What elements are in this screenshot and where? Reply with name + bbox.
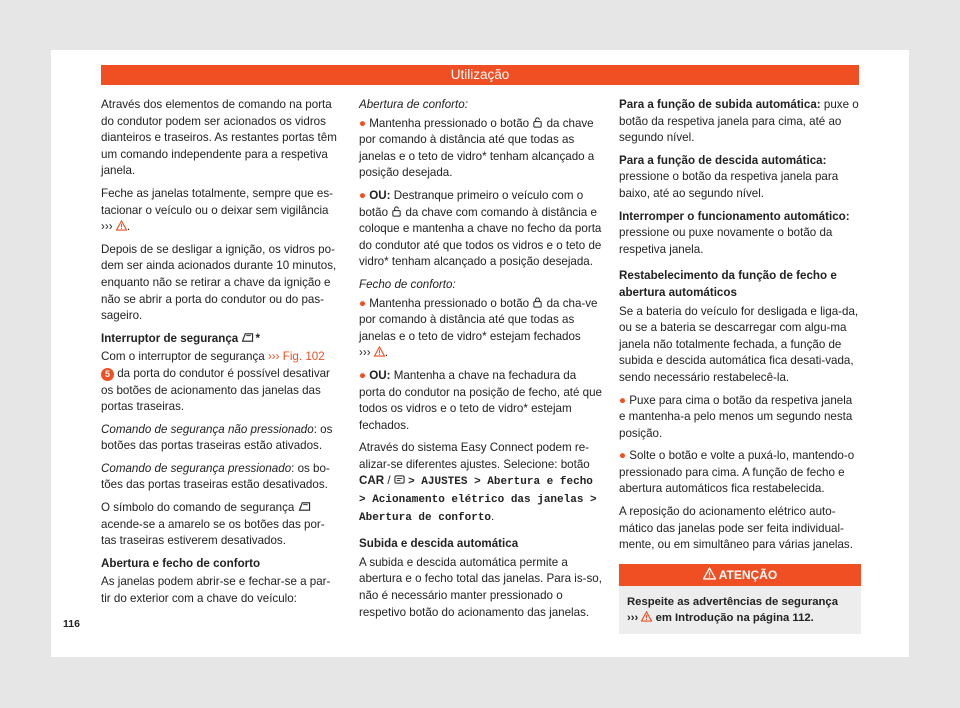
paragraph: A reposição do acionamento elétrico auto-mático das janelas pode ser feita individual-mente, ou em simultâneo para várias janelas. [619,505,853,552]
warning-header: ATENÇÃO [619,564,861,587]
car-button-label: CAR [359,474,385,488]
callout-number: 5 [101,368,114,381]
bullet-item: ● Puxe para cima o botão da respetiva janela e mantenha-a pelo menos um segundo nesta posição. [619,393,853,440]
subheading-comfort-open: Abertura de conforto: [359,98,468,111]
column-1 [101,97,338,614]
lock-icon [532,297,543,308]
warning-body: Respeite as advertências de segurança ››› em Introdução na página 112. [627,596,838,625]
menu-path: > AJUSTES > Abertura e fecho > Acionamento elétrico das janelas > Abertura de conforto [359,476,597,524]
warning-link[interactable]: ››› em Introdução na página 112. [627,612,814,625]
warning-box [619,564,861,635]
paragraph: Para a função de descida automática: pressione o botão da respetiva janela para baixo, até ao segundo nível. [619,153,839,200]
window-lock-icon [298,501,312,512]
paragraph: Depois de se desligar a ignição, os vidros po-dem ser ainda acionados durante 10 minutos, enquanto não se retirar a chave da ignição e não se abrir a porta do condutor ou do pas-sageiro. [101,242,337,323]
bullet-item: ● Mantenha pressionado o botão da chave por comando à distância até que todas as janelas e o teto de vidro* tenham alcançado a posição desejada. [359,116,595,180]
figure-link[interactable]: ››› Fig. 102 [267,350,325,364]
column-3 [619,97,861,634]
heading-safety-switch: Interruptor de segurança * [101,331,260,345]
bullet-item: ● OU: Mantenha a chave na fechadura da porta do condutor na posição de fecho, até que todos os vidros e o teto de vidro* estejam fechados. [359,368,603,432]
paragraph: Através dos elementos de comando na porta do condutor podem ser acionados os vidros dianteiros e traseiros. As restantes portas têm um comando independente para a respetiva janela. [101,98,337,178]
warning-triangle-icon [116,220,127,231]
paragraph: Com o interruptor de segurança ››› Fig. 102 5 da porta do condutor é possível desativar os botões de acionamento das janelas das portas traseiras. [101,350,330,414]
page-number: 116 [63,618,80,630]
warning-triangle-icon [703,567,716,580]
column-2 [359,97,603,627]
paragraph: Se a bateria do veículo for desligada e liga-da, ou se a bateria se descarregar com algu-ma janela não totalmente fechada, a função de subida e descida automática fica desati-vada, sendo necessário restabelecê-la. [619,304,859,384]
bullet-item: ● OU: Destranque primeiro o veículo com o botão da chave com comando à distância e coloque e mantenha a chave no fecho da porta do condutor até que todos os vidros e o teto de vidro* tenham alcançado a posição desejada. [359,188,602,269]
settings-icon [394,474,405,485]
warning-triangle-icon [641,611,652,622]
paragraph: Para a função de subida automática: puxe o botão da respetiva janela para cima, até ao segundo nível. [619,98,859,145]
unlock-icon [532,117,543,128]
subheading-comfort-close: Fecho de conforto: [359,277,456,291]
heading-auto: Subida e descida automática [359,537,519,551]
paragraph: Comando de segurança não pressionado: os botões das portas traseiras estão ativados. [101,422,333,453]
unlock-icon [391,206,402,217]
bullet-item: ● Solte o botão e volte a puxá-lo, mantendo-o pressionado para cima. A função de fecho e abertura automáticos fica restabelecida. [619,449,855,496]
section-header: Utilização [101,65,859,85]
warning-triangle-icon [374,346,385,357]
heading-comfort: Abertura e fecho de conforto [101,556,261,570]
window-lock-icon [241,332,255,343]
paragraph: O símbolo do comando de segurança acende-se a amarelo se os botões das por-tas traseiras estiverem desativados. [101,501,325,548]
bullet-item: ● Mantenha pressionado o botão da cha-ve por comando à distância até que todas as janelas e o teto de vidro* estejam fechados ››› . [359,296,598,360]
paragraph: Interromper o funcionamento automático: pressione ou puxe novamente o botão da respetiva janela. [619,209,850,256]
paragraph: A subida e descida automática permite a abertura e o fecho total das janelas. Para is-so, não é necessário manter pressionado o respetivo botão do acionamento das janelas. [359,555,602,619]
paragraph: As janelas podem abrir-se e fechar-se a par-tir do exterior com a chave do veículo: [101,575,331,606]
paragraph: Através do sistema Easy Connect podem re-alizar-se diferentes ajustes. Selecione: botão CAR / > AJUSTES > Abertura e fecho > Acionamento elétrico das janelas > Abertura de conforto. [359,441,597,524]
paragraph: Comando de segurança pressionado: os bo-tões das portas traseiras estão desativados. [101,461,330,492]
paragraph: Feche as janelas totalmente, sempre que es-tacionar o veículo ou o deixar sem vigilância ››› . [101,186,333,234]
heading-restore: Restabelecimento da função de fecho e abertura automáticos [619,269,837,299]
